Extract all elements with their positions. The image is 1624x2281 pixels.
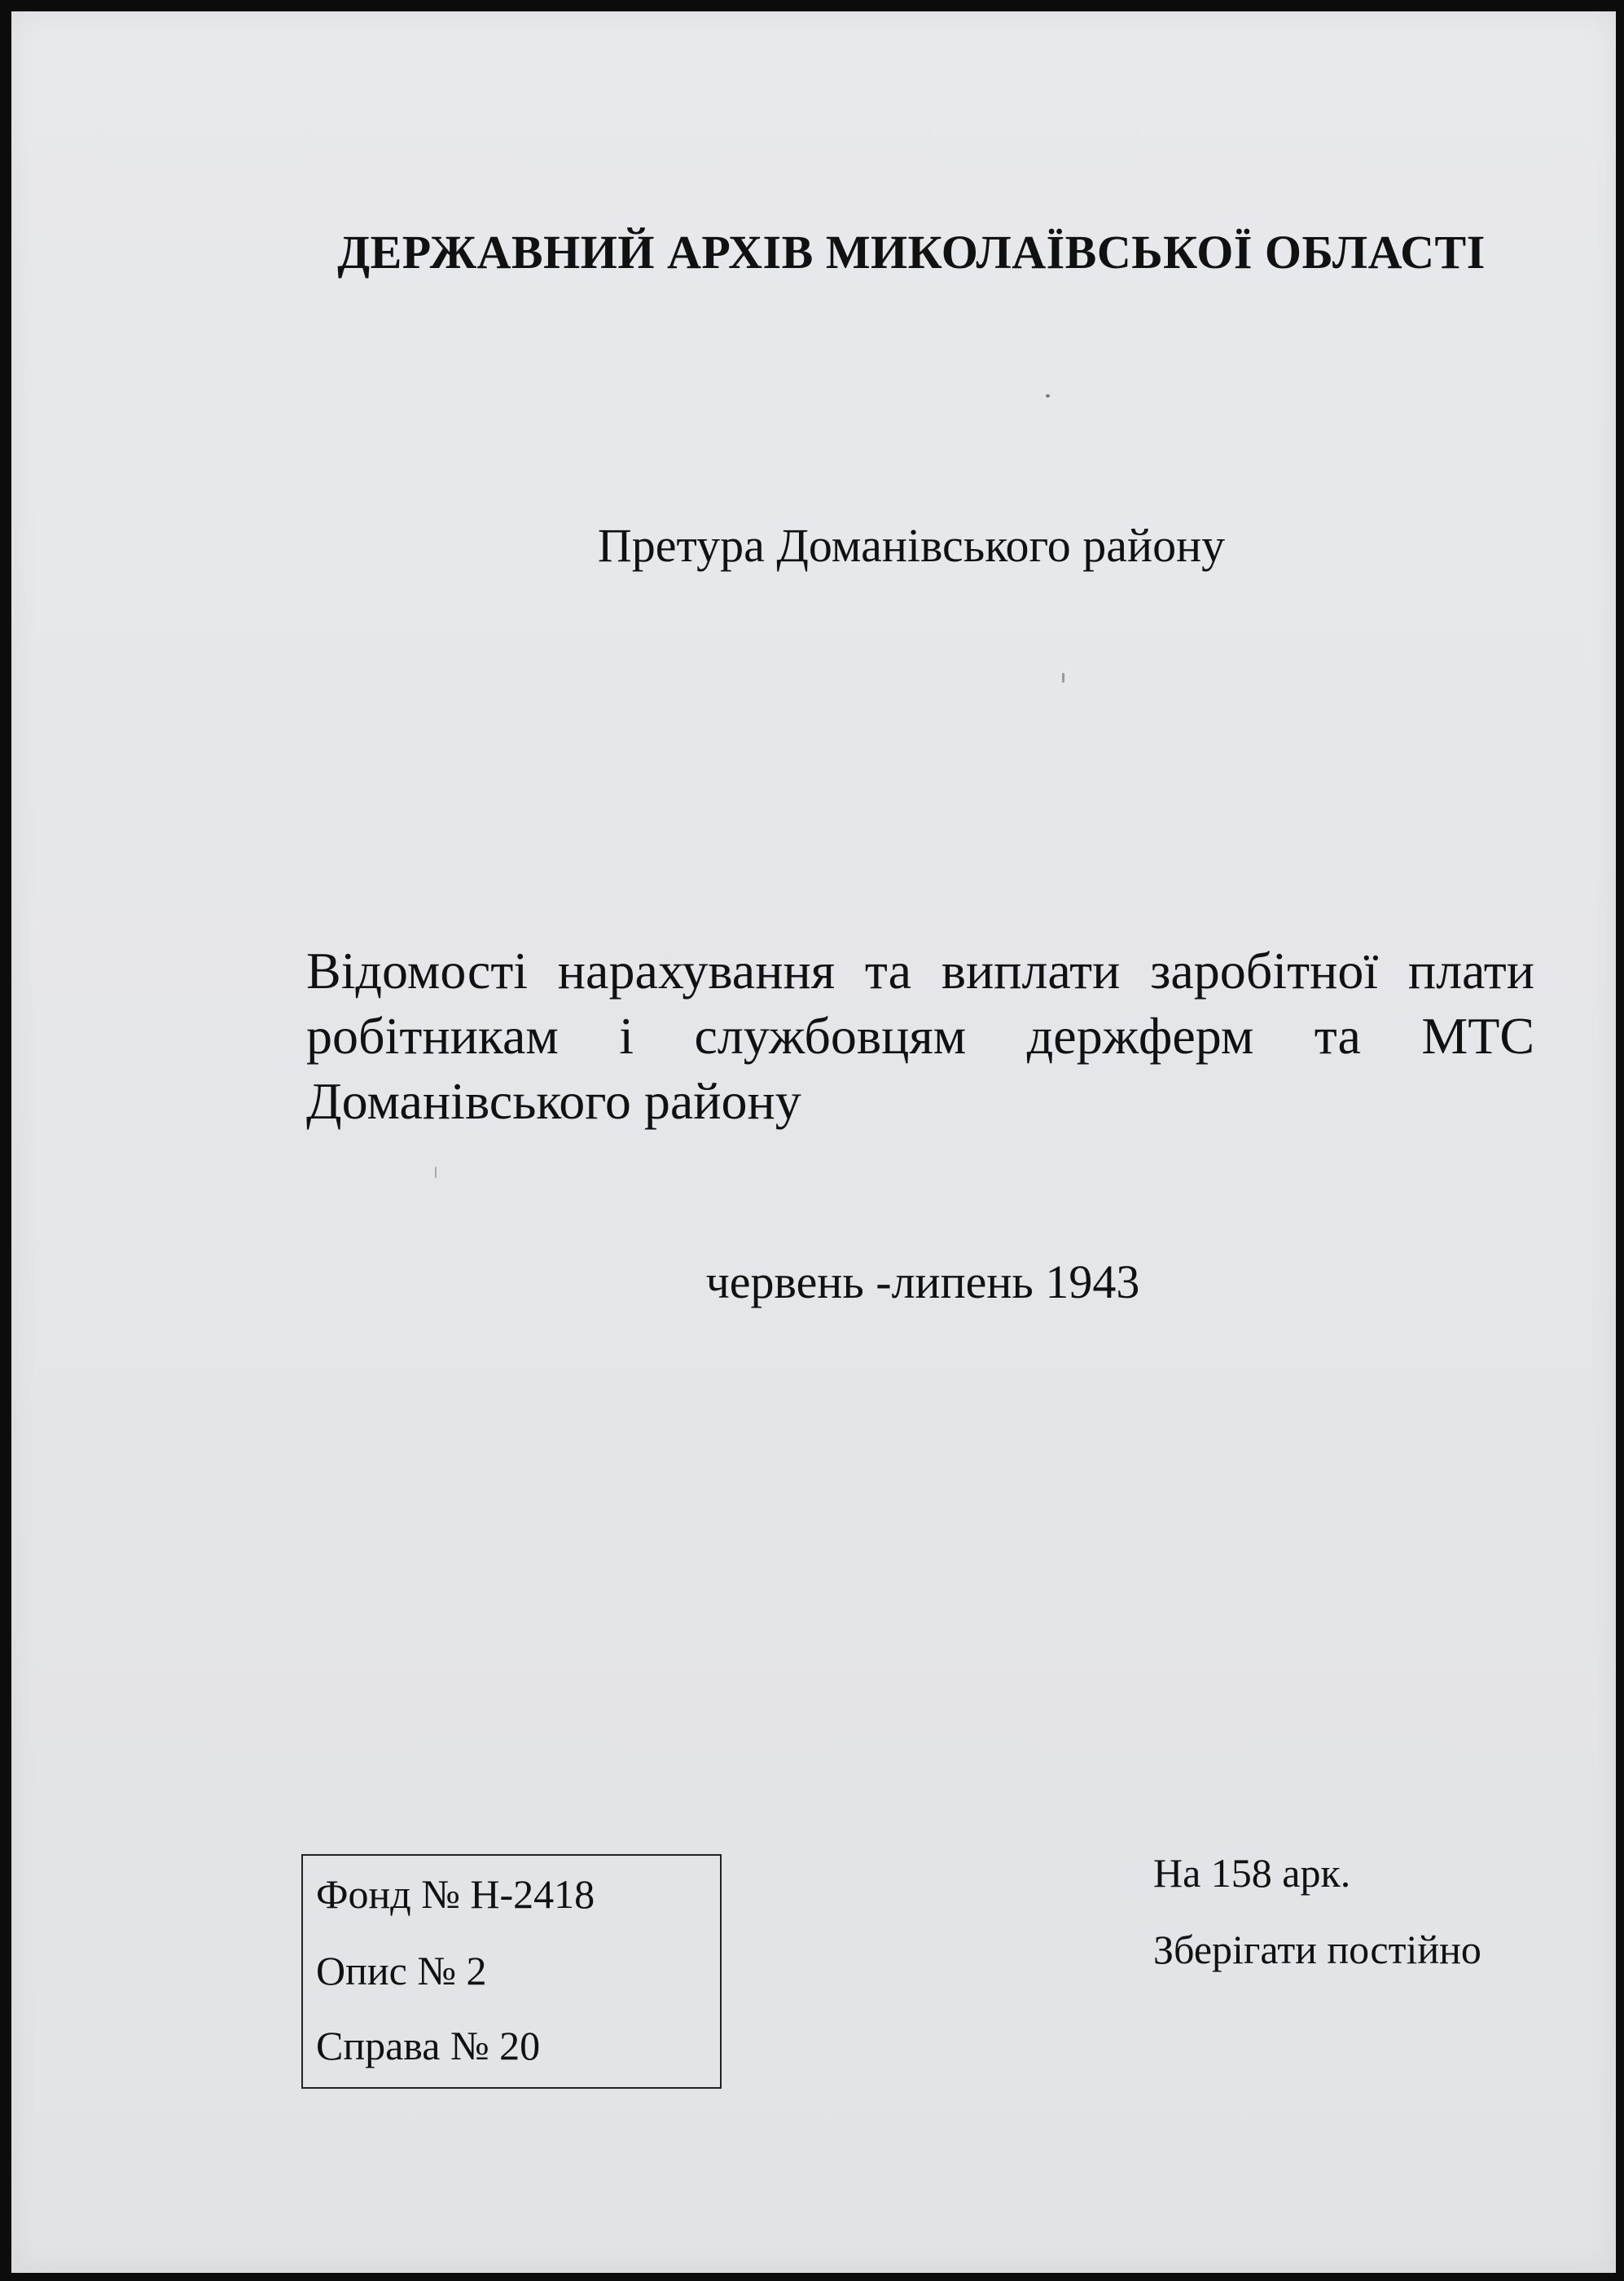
archive-reference-box xyxy=(301,1854,722,2089)
paper-speck xyxy=(1062,673,1064,683)
fund-creator: Претура Доманівського району xyxy=(597,519,1226,572)
archive-heading: ДЕРЖАВНИЙ АРХІВ МИКОЛАЇВСЬКОЇ ОБЛАСТІ xyxy=(337,226,1486,279)
paper-speck xyxy=(1046,394,1050,398)
sheet-count: На 158 арк. xyxy=(1153,1850,1351,1896)
fond-number: Фонд № Н-2418 xyxy=(316,1871,595,1917)
paper-speck xyxy=(435,1167,437,1178)
date-range: червень -липень 1943 xyxy=(705,1255,1140,1308)
opys-number: Опис № 2 xyxy=(316,1948,487,1993)
sprava-number: Справа № 20 xyxy=(316,2023,541,2068)
document-page xyxy=(11,11,1616,2273)
retention-note: Зберігати постійно xyxy=(1153,1927,1481,1972)
document-title: Відомості нарахування та виплати заробітної плати робітникам і службовцям держферм та МТС Доманівського району xyxy=(306,942,1534,1130)
